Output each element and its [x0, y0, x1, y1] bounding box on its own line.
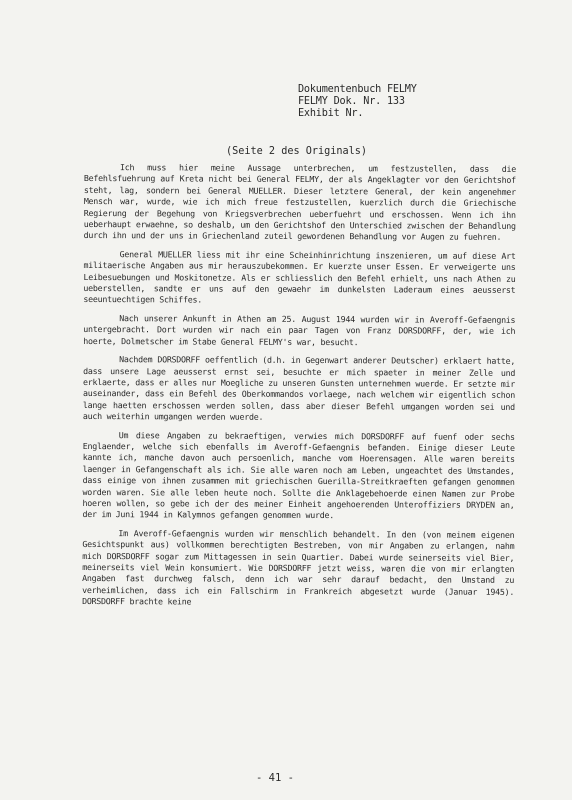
paragraph-3: Nach unserer Ankunft in Athen am 25. August 1944 wurden wir in Averoff-Gefaengnis untergebracht. Dort wurden wir nach ein paar Tagen von Franz DORSDORFF, der, wie ich hoerte, Dolmetscher im Stabe General FELMY's war, besucht.	[83, 313, 516, 347]
paragraph-4: Nachdem DORSDORFF oeffentlich (d.h. in Gegenwart anderer Deutscher) erklaert hatte, dass unsere Lage aeusserst ernst sei, besuchte er mich spaeter in meiner Zelle und erklaerte, dass er alles nur Moegliche zu unseren Gunsten unternehmen wuerde. Er setzte mir auseinander, dass ein Befehl des Oberkommandos vorlaege, nach welchem wir eigentlich schon lange haetten erschossen werden sollen, dass aber dieser Befehl umgangen worden sei und auch weiterhin umgangen werden wuerde.	[82, 354, 516, 422]
paragraph-6: Im Averoff-Gefaengnis wurden wir menschlich behandelt. In den (von meinem eigenen Gesichtspunkt aus) vollkommen berechtigten Bestreben, von mir Angaben zu erlangen, nahm mich DORSDORFF sogar zum Mittagessen in sein Quartier. Dabei wurde seinerseits viel Bier, meinerseits viel Wein konsumiert. Wie DORSDORFF jetzt weiss, waren die von mir erlangten Angaben fast durchweg falsch, denn ich war sehr darauf bedacht, den Umstand zu verheimlichen, dass ich ein Fallschirm in Frankreich abgesetzt wurde (Januar 1945). DORSDORFF brachte keine	[82, 527, 515, 607]
header-line-3: Exhibit Nr.	[298, 108, 364, 119]
header-line-2: FELMY Dok. Nr. 133	[298, 96, 405, 107]
page-number: - 41 -	[256, 772, 294, 784]
paragraph-1: Ich muss hier meine Aussage unterbrechen, um festzustellen, dass die Befehlsfuehrung auf Kreta nicht bei General FELMY, der als Angeklagter vor den Gerichtshof steht, lag, sondern bei General MUELLER. Dieser letztere General, der kein angenehmer Mensch war, wurde, wie ich mich freue festzustellen, kuerzlich durch die Griechische Regierung der Begehung von Kriegsverbrechen ueberfuehrt und erschossen. Wenn ich ihn ueberhaupt erwaehne, so deshalb, um den Gerichtshof den Unterschied zwischen der Behandlung durch ihn und der uns in Griechenland zuteil gewordenen Behandlung vor Augen zu fuehren.	[83, 162, 516, 243]
paragraph-5: Um diese Angaben zu bekraeftigen, verwies mich DORSDORFF auf fuenf oder sechs Englaender, welche sich ebenfalls im Averoff-Gefaengnis befanden. Einige dieser Leute kannte ich, manche davon auch persoenlich, manche vom Hoerensagen. Alle waren bereits laenger in Gefangenschaft als ich. Sie alle waren noch am Leben, ungeachtet des Umstandes, dass einige von ihnen zusammen mit griechischen Guerilla-Streitkraeften gefangen genommen worden waren. Sie alle leben heute noch. Sollte die Anklagebehoerde einen Namen zur Probe hoeren wollen, so gebe ich der des meiner Einheit angehoerenden Unteroffiziers DRYDEN an, der im Juni 1944 in Kalymnos gefangen genommen wurde.	[82, 429, 515, 521]
page-subtitle: (Seite 2 des Originals)	[226, 146, 368, 157]
document-body	[82, 162, 516, 610]
header-line-1: Dokumentenbuch FELMY	[298, 84, 417, 95]
document-header	[298, 84, 417, 120]
paragraph-2: General MUELLER liess mit ihr eine Scheinhinrichtung inszenieren, um auf diese Art militaerische Angaben aus mir herauszubekommen. Er kuerzte unser Essen. Er verweigerte uns Leibesuebungen und Moskitonetze. Als er schliesslich den Befehl erhielt, uns nach Athen zu ueberstellen, sandte er uns auf den gewaehr im dunkelsten Laderaum eines aeusserst seeuntuechtigen Schiffes.	[83, 249, 516, 305]
